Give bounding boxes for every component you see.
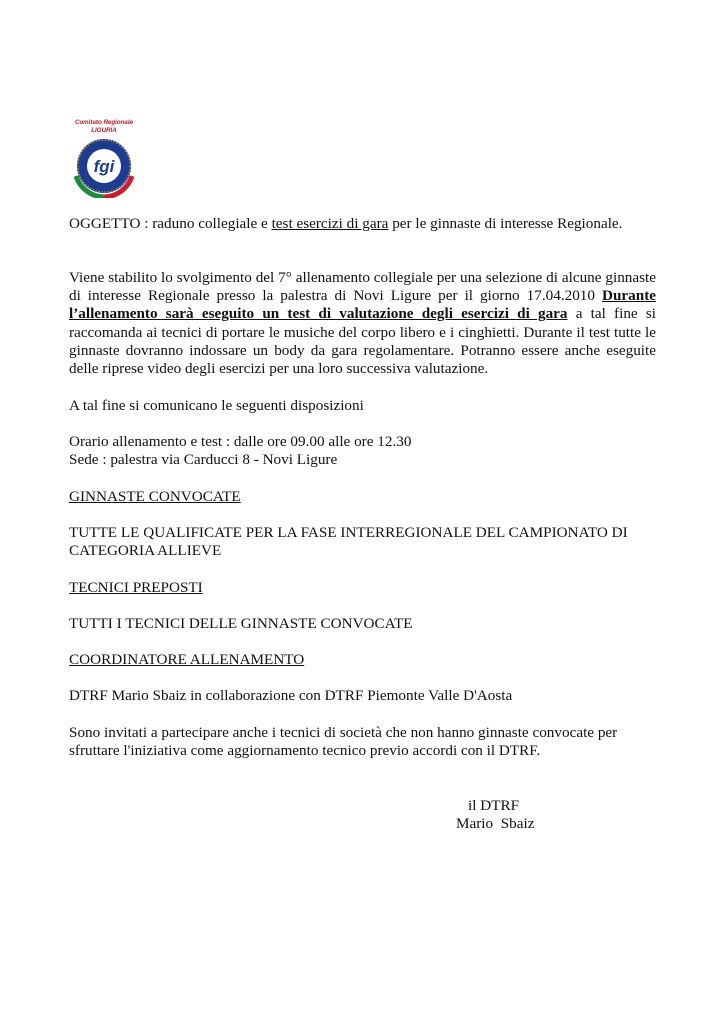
invitation-paragraph: Sono invitati a partecipare anche i tecnici di società che non hanno ginnaste convocate per sfruttare l'iniziativa come aggiornamento tecnico previo accordi con il DTRF. bbox=[69, 724, 618, 760]
dispositions-line: A tal fine si comunicano le seguenti disposizioni bbox=[69, 397, 364, 414]
logo-caption-committee: Comitato Regionale bbox=[74, 119, 134, 126]
signature-title: il DTRF bbox=[468, 797, 520, 814]
signature-name: Mario Sbaiz bbox=[456, 815, 535, 832]
logo-caption-region: LIGURIA bbox=[91, 127, 117, 134]
subject-underlined: test esercizi di gara bbox=[271, 215, 389, 232]
intro-emphasis: Durante l’allenamento sarà eseguito un test di valutazione degli esercizi di gara bbox=[69, 287, 656, 323]
coaches-text: TUTTI I TECNICI DELLE GINNASTE CONVOCATE bbox=[69, 615, 413, 632]
intro-text-1: Viene stabilito lo svolgimento del 7° allenamento collegiale per una selezione di alcune ginnaste di interesse Regionale presso la palestra di Novi Ligure per il giorno 17.04.2010 bbox=[69, 269, 656, 305]
fgi-emblem bbox=[70, 136, 138, 198]
intro-text-2: a tal fine si raccomanda ai tecnici di portare le musiche del corpo libero e i cinghietti. Durante il test tutte le ginnaste dovranno indossare un body da gara regolamentare. Potranno essere anche eseguite delle riprese video degli esercizi per una loro successiva valutazione. bbox=[69, 305, 656, 378]
gymnasts-text: TUTTE LE QUALIFICATE PER LA FASE INTERREGIONALE DEL CAMPIONATO DI CATEGORIA ALLIEVE bbox=[69, 524, 628, 560]
emblem-mark-text: fgi bbox=[93, 157, 115, 176]
schedule-line: Orario allenamento e test : dalle ore 09.00 alle ore 12.30 bbox=[69, 433, 412, 450]
coordinator-heading: COORDINATORE ALLENAMENTO bbox=[69, 651, 305, 668]
subject-suffix: per le ginnaste di interesse Regionale. bbox=[388, 215, 623, 232]
intro-paragraph bbox=[69, 269, 656, 378]
subject-prefix: OGGETTO : raduno collegiale e bbox=[69, 215, 272, 232]
committee-logo bbox=[66, 116, 142, 200]
subject-line bbox=[69, 215, 656, 233]
coaches-heading: TECNICI PREPOSTI bbox=[69, 579, 203, 596]
coordinator-text: DTRF Mario Sbaiz in collaborazione con DTRF Piemonte Valle D'Aosta bbox=[69, 687, 513, 704]
gymnasts-heading: GINNASTE CONVOCATE bbox=[69, 488, 241, 505]
venue-line: Sede : palestra via Carducci 8 - Novi Ligure bbox=[69, 451, 338, 468]
